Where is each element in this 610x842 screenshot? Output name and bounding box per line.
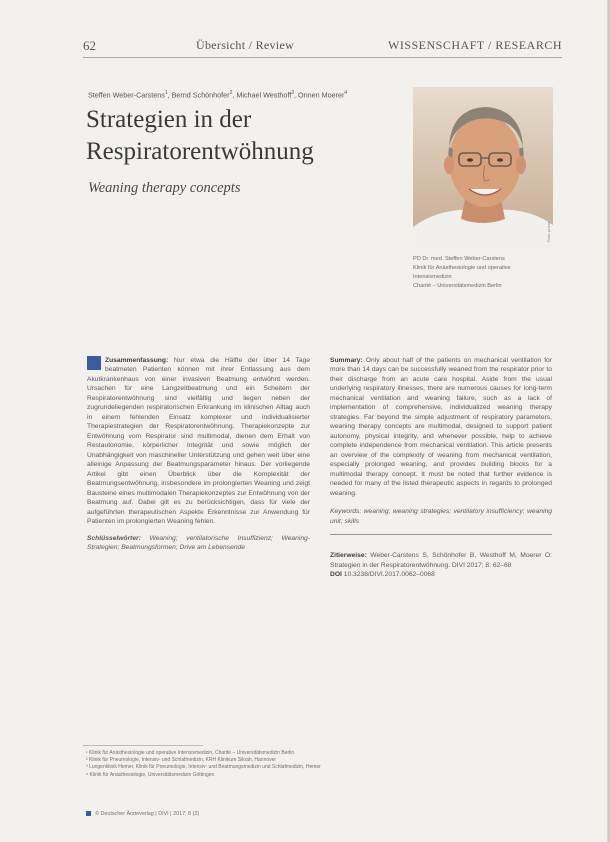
affiliation-footnotes xyxy=(86,750,486,779)
abstract-text: Nur etwa die Hälfte der über 14 Tage beatmeten Patienten können mit ihrer Entlassung aus dem Akutkrankenhaus von einer invasiven Beatmung entwöhnt werden. Ursachen für eine Langzeitbeatmung und ein Scheitern der Respiratorentwöhnung sind vielfältig und liegen neben der zugrundeliegenden respiratorischen Erkrankung im klinischen Alltag auch in einem fehlenden Einsatz komplexer und individualisierter Therapiestrategien der Respiratorentwöhnung. Therapiekonzepte zur Entwöhnung vom Respirator sind multimodal, dienen dem Erhalt von Restautonomie, körperlicher Integrität und sowie möglich der Unabhängigkeit von maschineller Unterstützung und gehen weit über eine alleinige Anpassung der Beatmungsparameter hinaus. Der vorliegende Artikel gibt einen Überblick über die Komplexität der Beatmungsentwöhnung, insbesondere im prolongierten Weaning und zeigt Bausteine eines multimodalen Therapiekonzeptes zur Entwöhnung von der Beatmung auf. Dabei gilt es zu berücksichtigen, dass für viele der aufgeführten therapeutischen Aspekte Erkenntnisse zur Anwendung für Patienten im prolongierten Weaning fehlen. xyxy=(87,357,311,526)
author-list: Steffen Weber-Carstens$^1$, Bernd Schönhofer$^2$, Michael Westhoff$^3$, Onnen Moerer$^4$ xyxy=(88,90,348,100)
author-name: Bernd Schönhofer xyxy=(171,90,230,100)
page-footer: © Deutscher Ärzteverlag | DIVI | 2017; 8 (2) xyxy=(86,811,199,817)
abstract-german xyxy=(87,356,310,553)
section-label: Übersicht / Review xyxy=(196,38,295,52)
abstract-english xyxy=(330,356,552,580)
footnote: ² Klinik für Pneumologie, Intensiv- und Schlafmedizin, KRH Klinikum Siloah, Hannover xyxy=(86,757,277,764)
footnote: ³ Lungenklinik Hemer, Klinik für Pneumologie, Intensiv- und Beatmungsmedizin und Schlafmedizin, Hemer xyxy=(86,764,321,771)
keywords-german: Schlüsselwörter: Weaning; ventilatorische Insuffizienz; Weaning-Strategien; Beatmungsformen; Drive am Lebensende xyxy=(87,534,311,552)
keywords-rule xyxy=(330,534,552,535)
abstract-lead: Summary: xyxy=(330,357,363,364)
author-name: Onnen Moerer xyxy=(298,90,345,100)
page-number: 62 xyxy=(83,38,96,53)
article-title: Strategien in der Respiratorentwöhnung xyxy=(86,106,314,165)
author-name: Michael Westhoff xyxy=(236,90,292,100)
abstract-lead: Zusammenfassung: xyxy=(105,357,169,364)
portrait-image xyxy=(413,87,553,248)
abstract-text: Only about half of the patients on mechanical ventilation for more than 14 days can be successfully weaned from the respirator prior to their discharge from an acute care hospital. Aside from the usual underlying respiratory illnesses, there are numerous causes for long-term mechanical ventilation and weaning failure, such as a lack of implementation of comprehensive, individualized weaning therapy strategies. Far beyond the simple adjustment of respiratory parameters, weaning therapy concepts are multimodal, designed to support patient autonomy, physical integrity, and whenever possible, help to achieve complete independence from mechanical ventilation. This article presents an overview of the complexity of weaning from mechanical ventilation, especially prolonged weaning, and provides building blocks for a multimodal therapy concept. It must be noted that further evidence is needed for many of the listed therapeutic aspects in regards to prolonged weaning. xyxy=(330,357,553,497)
footnote-rule xyxy=(83,745,203,746)
article-subtitle: Weaning therapy concepts xyxy=(88,180,241,196)
doi: DOI 10.3238/DIVI.2017.0062–0068 xyxy=(330,571,435,579)
section-marker xyxy=(87,356,101,370)
footer-marker xyxy=(86,811,91,816)
footnote: ⁴ Klinik für Anästhesiologie, Universitätsmedizin Göttingen xyxy=(86,771,215,778)
header-rule xyxy=(83,57,562,58)
journal-section-label: WISSENSCHAFT / RESEARCH xyxy=(388,38,562,52)
portrait-caption: PD Dr. med. Steffen Weber-Carstens Klinik für Anästhesiologie und operative Intensivmedizin Charité – Universitätsmedizin Berlin xyxy=(413,256,511,289)
citation: Zitierweise: Weber-Carstens S, Schönhofer B, Westhoff M, Moerer O: Strategien in der Respiratorentwöhnung. DIVI 2017; 8: 62–68 xyxy=(330,552,552,569)
footnote: ¹ Klinik für Anästhesiologie und operative Intensivmedizin, Charité – Universitätsmedizin Berlin xyxy=(86,750,295,756)
author-name: Steffen Weber-Carstens xyxy=(88,90,165,100)
keywords-english: Keywords: weaning; weaning strategies; ventilatory insufficiency; weaning unit; skills xyxy=(330,508,553,525)
photo-credit: Foto: privat xyxy=(546,221,551,242)
author-portrait xyxy=(413,87,553,248)
